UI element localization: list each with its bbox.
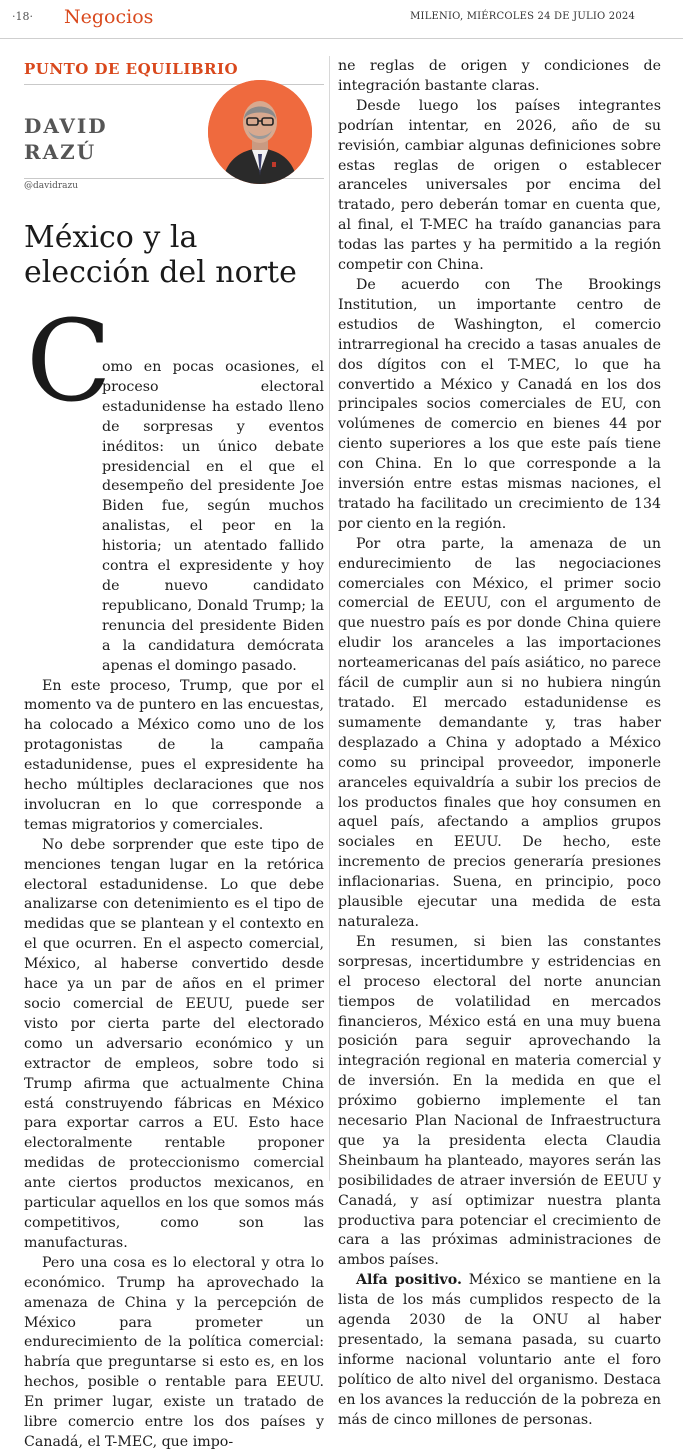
article-headline: México y la elección del norte — [24, 220, 297, 290]
drop-cap: C — [26, 297, 112, 427]
page-number: ·18· — [12, 10, 33, 23]
body-paragraph: Desde luego los países integrantes podrían intentar, en 2026, año de su revisión, cambiar algunas definiciones sobre estas reglas de origen o establecer aranceles universales por encima del tratado, pero deberán tomar en cuenta que, al final, el T-MEC ha traído ganancias para todas las partes y ha permitido a la región competir con China. — [338, 97, 661, 274]
body-paragraph: No debe sorprender que este tipo de menciones tengan lugar en la retórica electoral estadunidense. Lo que debe analizarse con detenimiento es el tipo de medidas que se plantean y el contexto en el que ocurren. En el aspecto comercial, México, al haberse convertido desde hace ya un par de años en el primer socio comercial de EEUU, puede ser visto por cierta parte del electorado como un adversario económico y un extractor de empleos, sobre todo si Trump afirma que actualmente China está construyendo fábricas en México para exportar carros a EU. Esto hace electoralmente rentable proponer medidas de proteccionismo comercial ante ciertos productos mexicanos, en particular aquellos en los que somos más competitivos, como son las manufacturas. — [24, 836, 324, 1251]
body-paragraph: Pero una cosa es lo electoral y otra lo económico. Trump ha aprovechado la amenaza de China y la percepción de México para prometer un endurecimiento de la política comercial: habría que preguntarse si esto es, en los hechos, posible o rentable para EEUU. En primer lugar, existe un tratado de libre comercio entre los dos países y Canadá, el T-MEC, que impo- — [24, 1254, 324, 1450]
body-paragraph: omo en pocas ocasiones, el proceso electoral estadunidense ha estado lleno de sorpresas y eventos inéditos: un único debate presidencial en el que el desempeño del presidente Joe Biden fue, según muchos analistas, el peor en la historia; un atentado fallido contra el expresidente y hoy de nuevo candidato republicano, Donald Trump; la renuncia del presidente Biden a la candidatura demócrata apenas el domingo pasado. — [102, 359, 324, 674]
body-paragraph: Por otra parte, la amenaza de un endurecimiento de las negociaciones comerciales con México, el primer socio comercial de EEUU, con el argumento de que nuestro país es por donde China quiere eludir los aranceles a las importaciones norteamericanas del país asiático, no parece fácil de cumplir aun si no hubiera ningún tratado. El mercado estadunidense es sumamente demandante y, tras haber desplazado a China y adoptado a México como su principal proveedor, imponerle aranceles equivaldría a subir los precios de los productos finales que hoy consumen en aquel país, afectando a amplios grupos sociales en EEUU. De hecho, este incremento de precios generaría presiones inflacionarias. Suena, en principio, poco plausible ejecutar una medida de esta naturaleza. — [338, 535, 661, 930]
author-photo — [208, 80, 312, 184]
body-paragraph: En este proceso, Trump, que por el momento va de puntero en las encuestas, ha colocado a México como uno de los protagonistas de la campaña estadunidense, pues el expresidente ha hecho múltiples declaraciones que nos involucran en lo que corresponde a temas migratorios y comerciales. — [24, 677, 324, 833]
author-first-name: DAVID — [24, 114, 108, 138]
body-paragraph: En resumen, si bien las constantes sorpresas, incertidumbre y estridencias en el proceso electoral del norte anuncian tiempos de volatilidad en mercados financieros, México está en una muy buena posición para seguir aprovechando la integración regional en materia comercial y de inversión. En la medida en que el próximo gobierno implemente el tan necesario Plan Nacional de Infraestructura que ya la presidenta electa Claudia Sheinbaum ha planteado, mayores serán las posibilidades de atraer inversión de EEUU y Canadá, y así optimizar nuestra planta productiva para potenciar el crecimiento de cara a las próximas administraciones de ambos países. — [338, 933, 661, 1269]
page-header — [0, 0, 683, 39]
author-portrait-illustration — [208, 80, 312, 184]
alfa-positivo-text: México se mantiene en la lista de los más cumplidos respecto de la agenda 2030 de la ONU al haber presentado, la semana pasada, su cuarto informe nacional voluntario ante el foro político de alto nivel del organismo. Destaca en los avances la reducción de la pobreza en más de cinco millones de personas. — [338, 1272, 661, 1428]
author-handle: @davidrazu — [24, 178, 324, 191]
author-last-name: RAZÚ — [24, 140, 97, 164]
body-paragraph: ne reglas de origen y condiciones de integración bastante claras. — [338, 58, 661, 94]
masthead-date: MILENIO, MIÉRCOLES 24 DE JULIO 2024 — [410, 11, 635, 22]
column-kicker: PUNTO DE EQUILIBRIO — [24, 60, 324, 85]
alfa-positivo-label: Alfa positivo. — [356, 1272, 462, 1289]
column-divider — [329, 56, 330, 1181]
section-title: Negocios — [64, 6, 154, 28]
body-column-left — [24, 359, 324, 1453]
body-column-right — [338, 57, 661, 1431]
alfa-positivo-paragraph — [338, 1271, 661, 1430]
body-paragraph: De acuerdo con The Brookings Institution, un importante centro de estudios de Washington, el comercio intrarregional ha crecido a tasas anuales de dos dígitos con el T-MEC, lo que ha convertido a México y Canadá en los dos principales socios comerciales de EU, con volúmenes de comercio en bienes 44 por ciento superiores a los que este país tiene con China. En lo que corresponde a la inversión entre estas mismas naciones, el tratado ha facilitado un crecimiento de 134 por ciento en la región. — [338, 276, 661, 532]
